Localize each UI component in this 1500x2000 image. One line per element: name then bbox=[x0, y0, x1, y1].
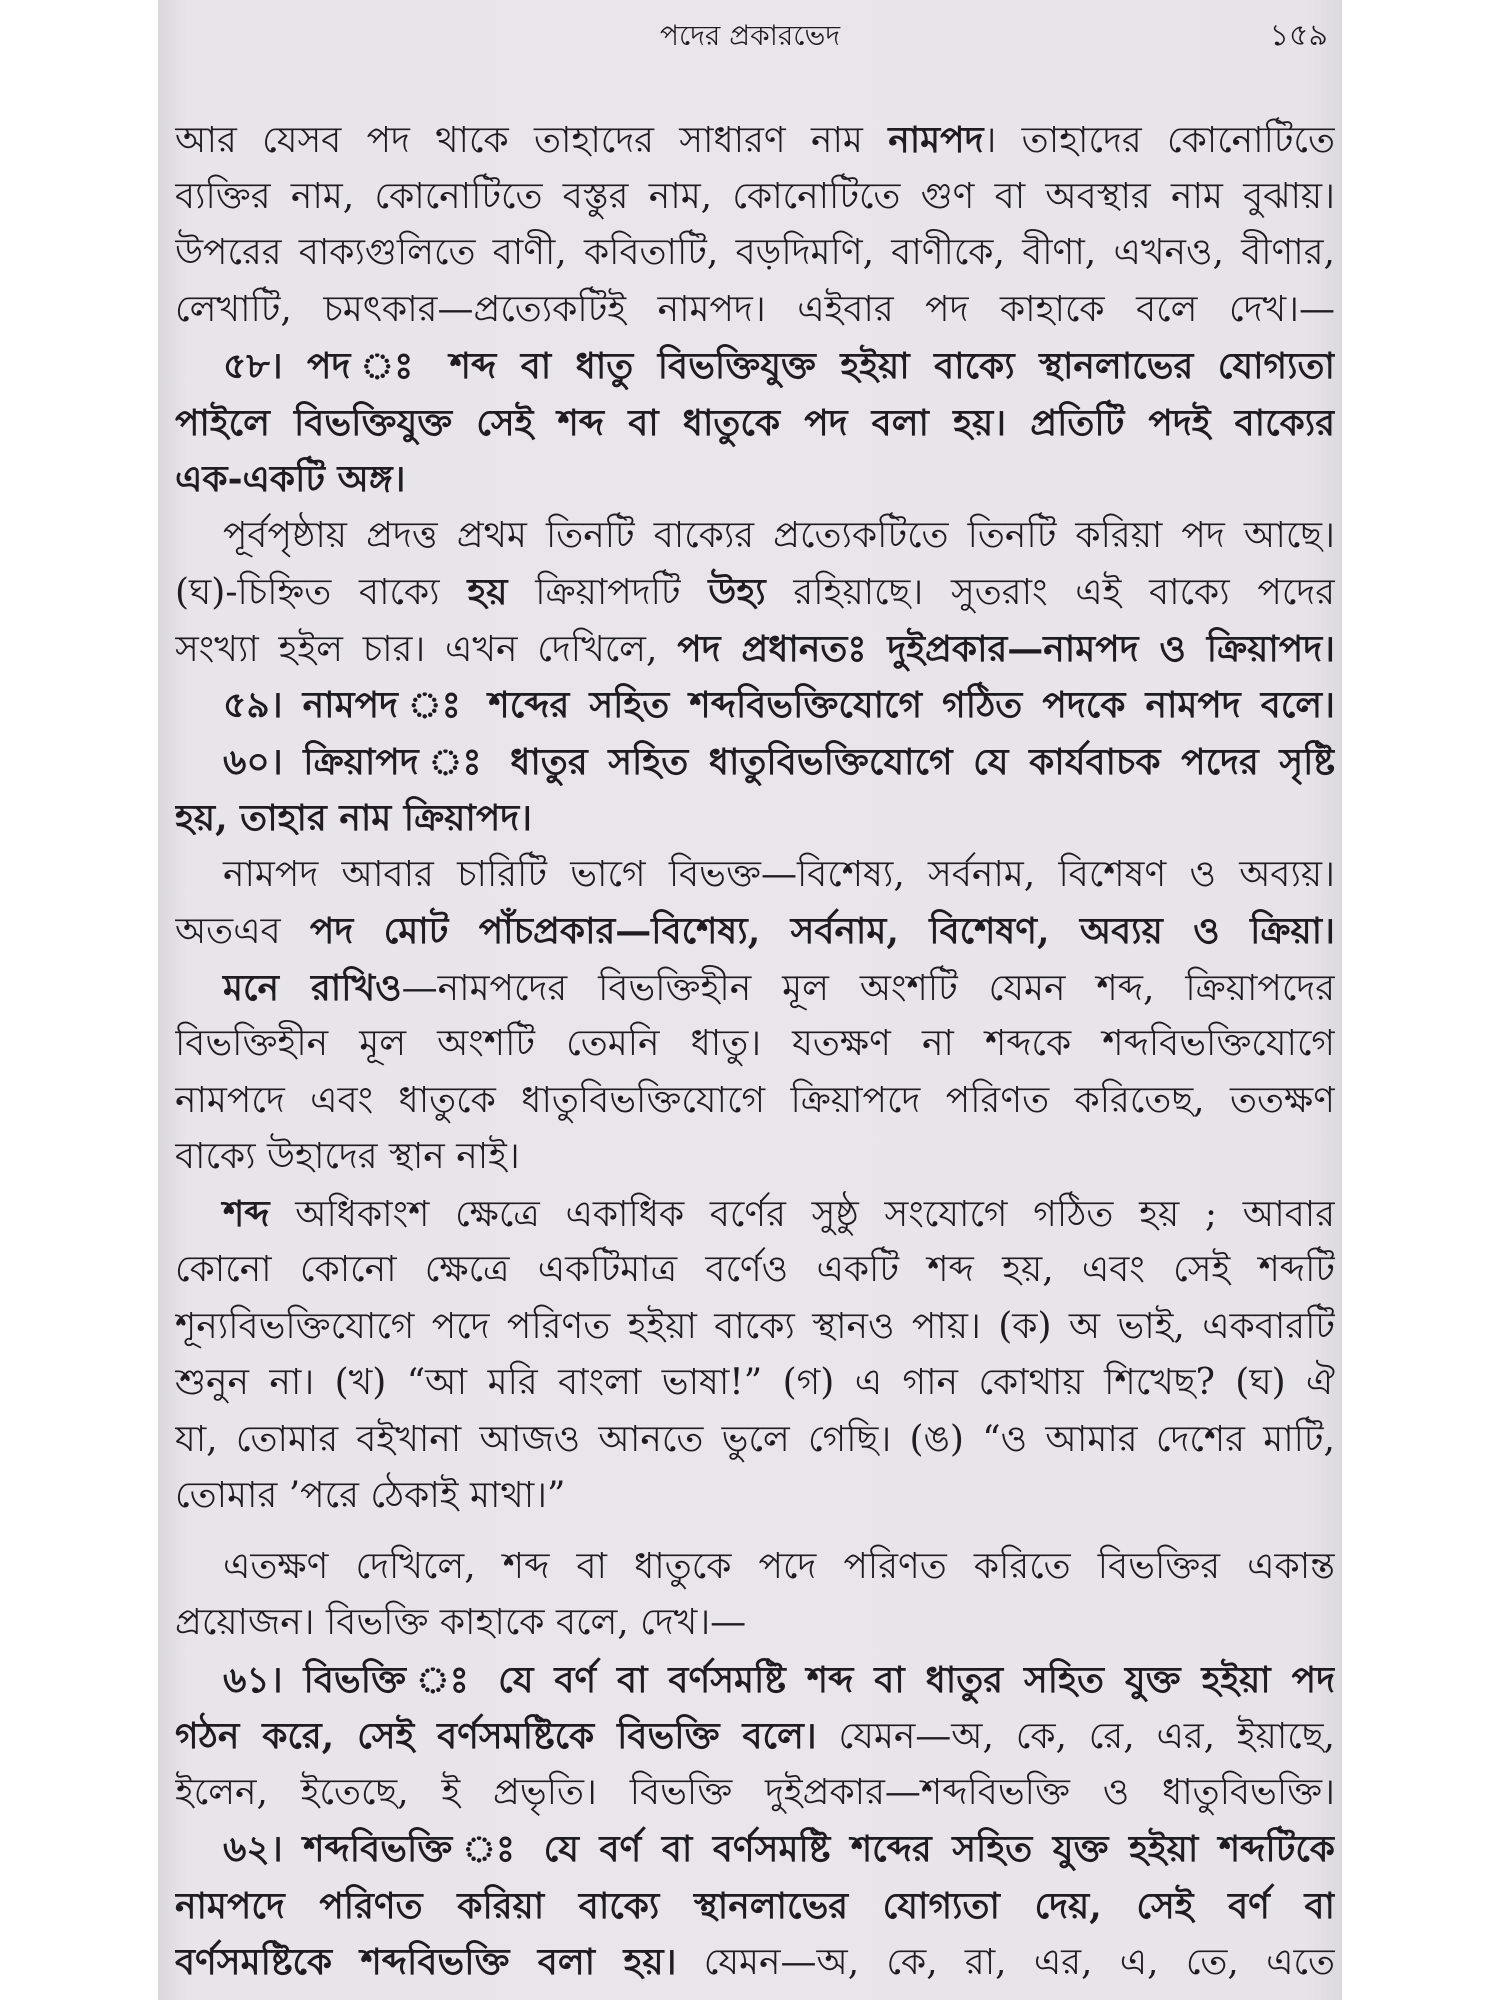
rule-58-definition bbox=[175, 338, 1335, 508]
text-run: আর যেসব পদ থাকে তাহাদের সাধারণ নাম bbox=[175, 120, 889, 161]
text-run: পূর্বপৃষ্ঠায় প্রদত্ত প্রথম তিনটি বাক্যের প্রত্যেকটিতে তিনটি করিয়া পদ আছে। bbox=[223, 514, 1335, 556]
text-run: কোনো কোনো ক্ষেত্রে একটিমাত্র বর্ণেও একটি শব্দ হয়, এবং সেই শব্দটি bbox=[175, 1249, 1335, 1290]
text-line bbox=[175, 1765, 1335, 1822]
bold-term: উহ্য bbox=[708, 571, 766, 613]
bold-term: পদ মোট পাঁচপ্রকার—বিশেষ্য, সর্বনাম, বিশেষণ, অব্যয় ও ক্রিয়া। bbox=[309, 910, 1335, 952]
bold-term: হয় bbox=[467, 571, 508, 613]
running-head bbox=[158, 14, 1342, 58]
bold-term: ৫৯। নামপদ ঃ শব্দের সহিত শব্দবিভক্তিযোগে গঠিত পদকে নামপদ বলে। bbox=[223, 684, 1335, 726]
text-run: ক্রিয়াপদটি bbox=[507, 572, 709, 613]
text-run: —নামপদের বিভক্তিহীন মূল অংশটি যেমন শব্দ, ক্রিয়াপদের bbox=[401, 967, 1335, 1009]
text-run: যেমন—অ, কে, রা, এর, এ, তে, এতে bbox=[676, 1942, 1335, 1983]
page-body bbox=[175, 112, 1335, 1996]
text-line bbox=[175, 903, 1335, 960]
text-line bbox=[175, 451, 1335, 508]
rule-59-definition bbox=[175, 677, 1335, 734]
bold-term: বর্ণসমষ্টিকে শব্দবিভক্তি বলা হয়। bbox=[175, 1941, 677, 1983]
text-run: ইলেন, ইতেছে, ই প্রভৃতি। বিভক্তি দুইপ্রকার—শব্দবিভক্তি ও ধাতুবিভক্তি। bbox=[175, 1771, 1335, 1813]
text-run: নামপদ আবার চারিটি ভাগে বিভক্ত—বিশেষ্য, সর্বনাম, বিশেষণ ও অব্যয়। bbox=[223, 853, 1335, 895]
text-run: তোমার ’পরে ঠেকাই মাথা।” bbox=[175, 1475, 566, 1516]
paragraph-intro bbox=[175, 112, 1335, 338]
text-line bbox=[175, 734, 1335, 791]
text-line bbox=[175, 112, 1335, 169]
text-line bbox=[175, 1652, 1335, 1709]
paragraph-namapada-types bbox=[175, 847, 1335, 960]
text-run: সংখ্যা হইল চার। এখন দেখিলে, bbox=[175, 628, 678, 670]
paragraph-pada-count bbox=[175, 508, 1335, 678]
remember-note bbox=[175, 960, 1335, 1186]
text-line bbox=[175, 847, 1335, 904]
rule-61-definition bbox=[175, 1652, 1335, 1822]
text-line bbox=[175, 225, 1335, 282]
text-line bbox=[175, 1355, 1335, 1412]
text-run: অধিকাংশ ক্ষেত্রে একাধিক বর্ণের সুষ্ঠু সংযোগে গঠিত হয় ; আবার bbox=[269, 1193, 1335, 1235]
text-line bbox=[175, 790, 1335, 847]
chapter-title: পদের প্রকারভেদ bbox=[659, 19, 841, 52]
text-run: লেখাটি, চমৎকার—প্রত্যেকটিই নামপদ। এইবার পদ কাহাকে বলে দেখ।— bbox=[175, 288, 1335, 330]
text-run: ব্যক্তির নাম, কোনোটিতে বস্তুর নাম, কোনোটিতে গুণ বা অবস্থার নাম বুঝায়। bbox=[175, 175, 1335, 217]
text-run: উপরের বাক্যগুলিতে বাণী, কবিতাটি, বড়দিমণি, বাণীকে, বীণা, এখনও, বীণার, bbox=[175, 232, 1335, 273]
text-line bbox=[175, 1073, 1335, 1130]
text-line bbox=[175, 1539, 1335, 1596]
bold-term: ৬১। বিভক্তি ঃ যে বর্ণ বা বর্ণসমষ্টি শব্দ বা ধাতুর সহিত যুক্ত হইয়া পদ bbox=[223, 1658, 1335, 1701]
text-line bbox=[175, 1595, 1335, 1652]
text-line bbox=[175, 1468, 1335, 1525]
bold-term: পদ প্রধানতঃ দুইপ্রকার—নামপদ ও ক্রিয়াপদ। bbox=[677, 627, 1335, 670]
text-line bbox=[175, 677, 1335, 734]
bold-term: হয়, তাহার নাম ক্রিয়াপদ। bbox=[175, 797, 533, 839]
text-run: প্রয়োজন। বিভক্তি কাহাকে বলে, দেখ।— bbox=[175, 1602, 747, 1643]
bold-term: নামপদে পরিণত করিয়া বাক্যে স্থানলাভের যোগ্যতা দেয়, সেই বর্ণ বা bbox=[175, 1884, 1335, 1927]
text-line bbox=[175, 960, 1335, 1017]
bold-term: ৬০। ক্রিয়াপদ ঃ ধাতুর সহিত ধাতুবিভক্তিযোগে যে কার্যবাচক পদের সৃষ্টি bbox=[223, 740, 1335, 783]
text-line bbox=[175, 564, 1335, 621]
bold-term: নামপদ bbox=[888, 119, 984, 161]
book-page bbox=[158, 0, 1342, 2000]
text-run: যা, তোমার বইখানা আজও আনতে ভুলে গেছি। (ঙ) “ও আমার দেশের মাটি, bbox=[175, 1418, 1335, 1460]
text-line bbox=[175, 508, 1335, 565]
bold-term: এক-একটি অঙ্গ। bbox=[175, 458, 406, 500]
text-line bbox=[175, 1412, 1335, 1469]
text-line bbox=[175, 282, 1335, 339]
text-line bbox=[175, 1821, 1335, 1878]
text-run: শূন্যবিভক্তিযোগে পদে পরিণত হইয়া বাক্যে স্থানও পায়। (ক) অ ভাই, একবারটি bbox=[175, 1305, 1335, 1347]
text-line bbox=[175, 1708, 1335, 1765]
bold-term: ৬২। শব্দবিভক্তি ঃ যে বর্ণ বা বর্ণসমষ্টি শব্দের সহিত যুক্ত হইয়া শব্দটিকে bbox=[223, 1828, 1335, 1870]
text-run: । তাহাদের কোনোটিতে bbox=[983, 120, 1335, 161]
text-line bbox=[175, 1016, 1335, 1073]
bold-term: পাইলে বিভক্তিযুক্ত সেই শব্দ বা ধাতুকে পদ বলা হয়। প্রতিটি পদই বাক্যের bbox=[175, 401, 1335, 444]
text-line bbox=[175, 1934, 1335, 1991]
text-line bbox=[175, 621, 1335, 678]
text-run: অতএব bbox=[175, 911, 310, 952]
text-run: নামপদে এবং ধাতুকে ধাতুবিভক্তিযোগে ক্রিয়াপদে পরিণত করিতেছ, ততক্ষণ bbox=[175, 1079, 1335, 1121]
paragraph-vibhakti-intro bbox=[175, 1539, 1335, 1652]
text-line bbox=[175, 169, 1335, 226]
bold-term: গঠন করে, সেই বর্ণসমষ্টিকে বিভক্তি বলে। bbox=[175, 1715, 817, 1757]
page-number: ১৫৯ bbox=[1269, 18, 1328, 53]
text-run: যেমন—অ, কে, রে, এর, ইয়াছে, bbox=[816, 1716, 1335, 1757]
rule-60-definition bbox=[175, 734, 1335, 847]
text-run: বাক্যে উহাদের স্থান নাই। bbox=[175, 1136, 520, 1177]
bold-term: শব্দ bbox=[223, 1192, 270, 1235]
text-line bbox=[175, 338, 1335, 395]
text-line bbox=[175, 1242, 1335, 1299]
bold-term: ৫৮। পদ ঃ শব্দ বা ধাতু বিভক্তিযুক্ত হইয়া বাক্যে স্থানলাভের যোগ্যতা bbox=[223, 345, 1335, 387]
text-run: এতক্ষণ দেখিলে, শব্দ বা ধাতুকে পদে পরিণত করিতে বিভক্তির একান্ত bbox=[223, 1545, 1335, 1587]
text-run: শুনুন না। (খ) “আ মরি বাংলা ভাষা!” (গ) এ গান কোথায় শিখেছ? (ঘ) ঐ bbox=[175, 1362, 1335, 1403]
text-line bbox=[175, 1129, 1335, 1186]
rule-62-definition bbox=[175, 1821, 1335, 1991]
text-line bbox=[175, 395, 1335, 452]
text-line bbox=[175, 1186, 1335, 1243]
text-run: রহিয়াছে। সুতরাং এই বাক্যে পদের bbox=[765, 572, 1335, 613]
text-line bbox=[175, 1878, 1335, 1935]
paragraph-single-letter-words bbox=[175, 1186, 1335, 1525]
text-run: (ঘ)-চিহ্নিত বাক্যে bbox=[175, 572, 468, 613]
text-line bbox=[175, 1299, 1335, 1356]
text-run: বিভক্তিহীন মূল অংশটি তেমনি ধাতু। যতক্ষণ না শব্দকে শব্দবিভক্তিযোগে bbox=[175, 1023, 1335, 1064]
bold-term: মনে রাখিও bbox=[223, 966, 402, 1009]
